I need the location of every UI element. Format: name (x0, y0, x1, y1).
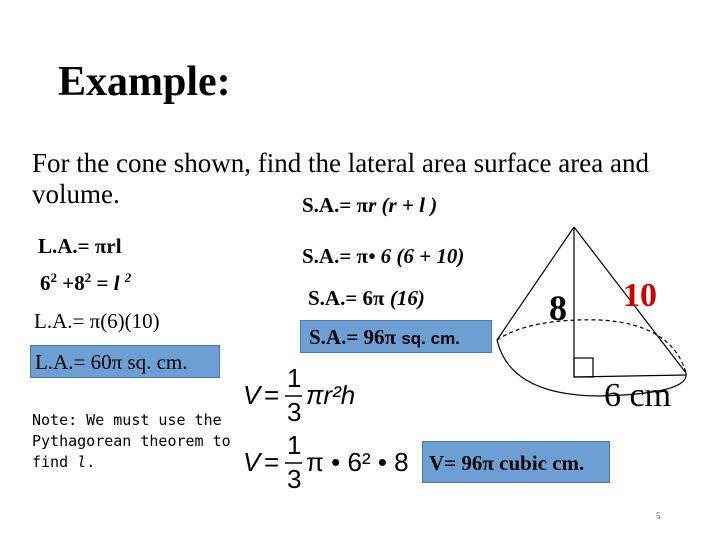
pyth-base: 6 (40, 271, 51, 295)
vol-formula-num: 1 (287, 363, 302, 393)
right-angle-marker (574, 358, 593, 377)
vol-step-rest: π • 6² • 8 (306, 447, 409, 477)
height-label: 8 (549, 288, 567, 328)
radius-label: 6 cm (604, 377, 672, 414)
page-number: 5 (656, 511, 661, 521)
pyth-exp-1: 2 (50, 270, 57, 285)
sa-step1-prefix: S.A.= π (302, 244, 369, 268)
lateral-area-step: L.A.= π(6)(10) (34, 309, 160, 333)
sa-step2-prefix: S.A.= 6π (308, 286, 390, 310)
sa-result-main: S.A.= 96π (309, 325, 402, 349)
vol-formula-v: V (243, 380, 261, 410)
vol-step-num: 1 (287, 430, 302, 460)
vol-formula-rest: πr²h (306, 380, 356, 410)
sa-formula-italic: r (r + l ) (368, 193, 438, 217)
pyth-exp-3: 2 (124, 270, 132, 285)
vol-step-v: V (243, 447, 261, 477)
lateral-area-result: L.A.= 60π sq. cm. (30, 345, 220, 378)
lateral-area-formula: L.A.= πrl (38, 234, 122, 258)
vol-step-den: 3 (287, 464, 302, 494)
note-end: . (86, 453, 96, 471)
slant-label: 10 (623, 277, 657, 314)
pyth-exp-2: 2 (84, 270, 92, 285)
note-italic: l (77, 453, 87, 471)
sa-formula-prefix: S.A.= π (302, 193, 369, 217)
note-text: Note: We must use the Pythagorean theorem to find (32, 411, 231, 471)
page-title: Example: (58, 59, 231, 105)
vol-step-eq: = (264, 447, 280, 477)
sa-step1-italic: • 6 (6 + 10) (368, 244, 465, 268)
cone-base-back (497, 320, 686, 373)
vol-formula-eq: = (264, 380, 280, 410)
volume-result: V= 96π cubic cm. (422, 441, 610, 483)
pyth-eq: = (91, 271, 114, 295)
vol-formula-den: 3 (287, 397, 302, 427)
problem-statement: For the cone shown, find the lateral area surface area and volume. (32, 148, 649, 209)
sa-step2-italic: (16) (389, 286, 425, 310)
pyth-plus: +8 (57, 271, 85, 295)
pyth-l: l (113, 271, 120, 295)
sa-result-units: sq. cm. (401, 329, 460, 348)
